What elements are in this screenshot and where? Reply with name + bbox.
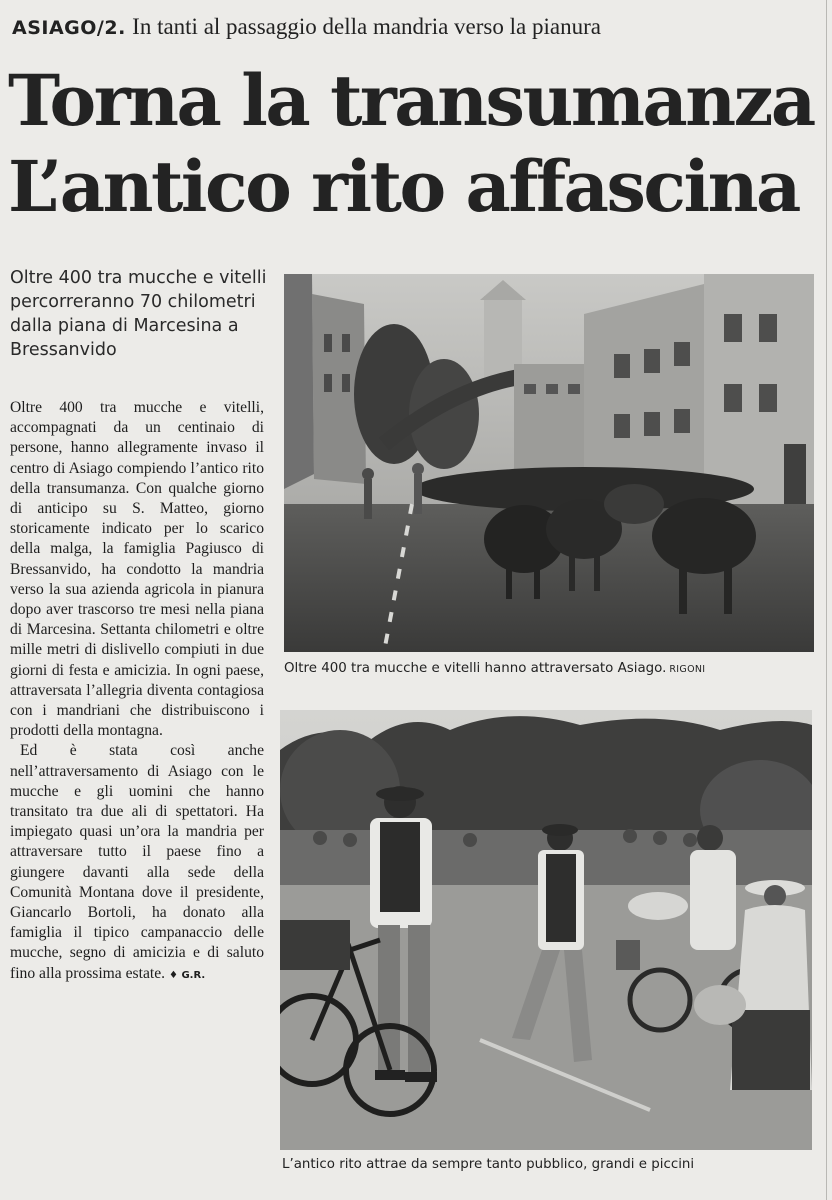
photo-costumed-people: [280, 710, 812, 1150]
article-paragraph-2-text: Ed è stata così anche nell’attraversamento di Asiago con le mucche e gli uomini che hanno transitato tra due ali di spettatori. Ha impiegato quasi un’ora la mandria per attraversare tutto il paese fino a giungere davanti alla sede della Comunità Montana dove il presidente, Giancarlo Bortoli, ha donato alla famiglia il tipico campanaccio delle mucche, segno di amicizia e di saluto fino alla prossima estate.: [10, 742, 264, 982]
kicker-tag: ASIAGO/2.: [12, 17, 126, 39]
photo-herd-street-image: [284, 274, 814, 652]
headline: [8, 58, 824, 230]
photo-caption-1-text: Oltre 400 tra mucche e vitelli hanno attraversato Asiago.: [284, 661, 667, 676]
photo-costumed-people-image: [280, 710, 812, 1150]
photo-credit: RIGONI: [669, 664, 706, 675]
article-body: [10, 398, 264, 986]
photo-herd-street: [284, 274, 814, 652]
photo-caption-2: [282, 1157, 694, 1172]
byline: ♦ G.R.: [169, 969, 206, 981]
article-paragraph-1: Oltre 400 tra mucche e vitelli, accompagnati da un centinaio di persone, hanno allegramente invaso il centro di Asiago compiendo l’antico rito della transumanza. Con qualche giorno di anticipo su S. Matteo, giorno storicamente indicato per lo scarico della malga, la famiglia Pagiusco di Bressanvido, ha condotto la mandria verso la sua azienda agricola in pianura dopo aver trascorso tre mesi nella piana di Marcesina. Settanta chilometri e oltre mille metri di dislivello compiuti in due giorni di festa e amicizia. In ogni paese, attraversata l’allegria diventa contagiosa con i mandriani che distribuiscono i prodotti della montagna.: [10, 399, 264, 740]
headline-line-2: L’antico rito affascina: [8, 145, 799, 228]
photo-caption-1: [284, 661, 705, 676]
kicker: [12, 14, 822, 40]
article-paragraph-2: [10, 741, 264, 985]
summary: Oltre 400 tra mucche e vitelli percorreranno 70 chilometri dalla piana di Marcesina a Bressanvido: [10, 268, 267, 360]
headline-line-1: Torna la transumanza: [8, 59, 814, 142]
column-rule: [826, 0, 827, 1200]
kicker-text: In tanti al passaggio della mandria verso la pianura: [132, 14, 601, 39]
photo-caption-2-text: L’antico rito attrae da sempre tanto pubblico, grandi e piccini: [282, 1157, 695, 1172]
